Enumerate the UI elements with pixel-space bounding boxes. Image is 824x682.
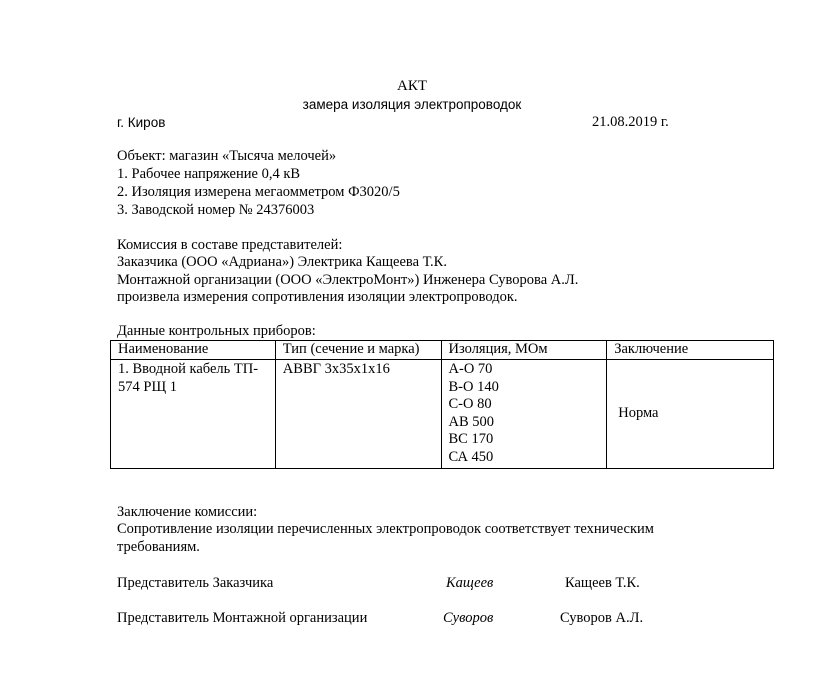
document-subtitle: замера изоляция электропроводок: [302, 97, 522, 112]
measurements-table: [110, 340, 774, 469]
commission-line: Комиссия в составе представителей:: [117, 237, 343, 253]
insulation-value: А-О 70: [448, 361, 493, 377]
commission-line: произвела измерения сопротивления изоляции электропроводок.: [117, 289, 518, 305]
object-item-voltage: 1. Рабочее напряжение 0,4 кВ: [117, 166, 301, 182]
signature-customer: Кащеев: [446, 575, 494, 591]
insulation-value: АВ 500: [448, 413, 495, 430]
document-title: АКТ: [397, 78, 427, 94]
insulation-value: СА 450: [448, 448, 494, 465]
signature-name-customer: Кащеев Т.К.: [565, 575, 640, 591]
insulation-value: В-О 140: [448, 378, 499, 395]
cell-insulation: [441, 360, 607, 469]
cell-name: [111, 360, 276, 469]
conclusion-heading: Заключение комиссии:: [117, 504, 258, 520]
cell-type: АВВГ 3х35х1х16: [275, 360, 441, 469]
table-header-row: [111, 341, 774, 360]
cell-name-line: 574 РЩ 1: [118, 378, 177, 395]
column-header-conclusion: Заключение: [607, 341, 774, 360]
signature-name-contractor: Суворов А.Л.: [560, 610, 644, 626]
document-date: 21.08.2019 г.: [592, 114, 669, 130]
cell-conclusion: Норма: [607, 360, 774, 469]
commission-line: Заказчика (ООО «Адриана») Электрика Кащеева Т.К.: [117, 254, 447, 270]
insulation-value: ВС 170: [448, 431, 494, 448]
table-row: [111, 360, 774, 469]
signature-role-customer: Представитель Заказчика: [117, 575, 274, 591]
column-header-name: Наименование: [111, 341, 276, 360]
table-caption: Данные контрольных приборов:: [117, 323, 316, 339]
conclusion-text: требованиям.: [117, 539, 200, 555]
insulation-value: С-О 80: [448, 396, 492, 413]
column-header-insulation: Изоляция, МОм: [441, 341, 607, 360]
signature-role-contractor: Представитель Монтажной организации: [117, 610, 368, 626]
column-header-type: Тип (сечение и марка): [275, 341, 441, 360]
conclusion-text: Сопротивление изоляции перечисленных электропроводок соответствует техническим: [117, 521, 654, 537]
commission-line: Монтажной организации (ООО «ЭлектроМонт») Инженера Суворова А.Л.: [117, 272, 579, 288]
object-line: Объект: магазин «Тысяча мелочей»: [117, 148, 337, 164]
cell-name-line: 1. Вводной кабель ТП-: [118, 361, 259, 377]
object-item-meter: 2. Изоляция измерена мегаомметром Ф3020/5: [117, 184, 400, 200]
object-item-serial: 3. Заводской номер № 24376003: [117, 202, 315, 218]
signature-contractor: Суворов: [443, 610, 494, 626]
city: г. Киров: [117, 115, 166, 130]
